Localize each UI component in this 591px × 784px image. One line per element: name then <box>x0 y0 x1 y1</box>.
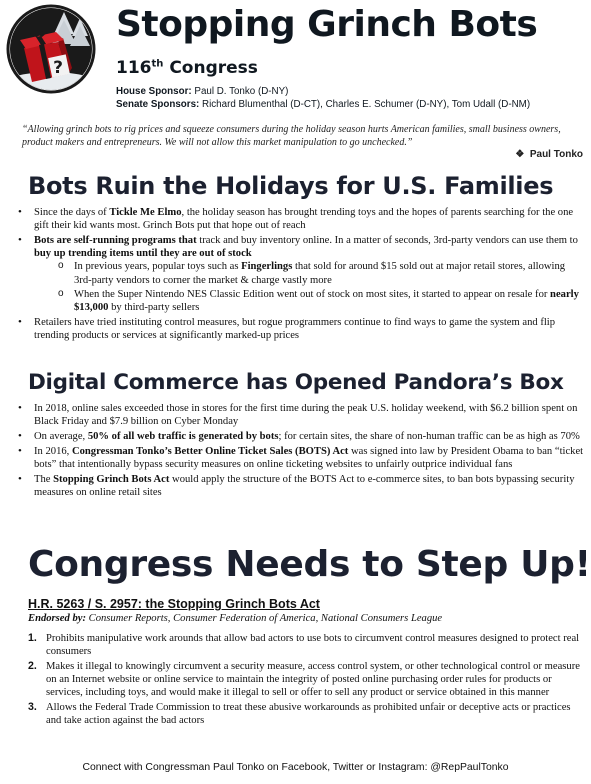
list-item: • In 2018, online sales exceeded those in stores for the first time during the peak U.S. holiday weekend, with $6.2 billion spent on Black Friday and $7.9 billion on Cyber Monday <box>16 402 584 428</box>
bill-provisions-list <box>16 632 584 729</box>
bots-bullet-list <box>16 206 584 344</box>
quote-attribution: ❖ Paul Tonko <box>515 149 583 160</box>
tonko-quote: “Allowing grinch bots to rig prices and squeeze consumers during the holiday season hurts American families, small business owners, product makers and entrepreneurs. We will not allow this market manipulation to go unchecked.” <box>22 124 561 148</box>
list-item: • Retailers have tried instituting control measures, but rogue programmers continue to find ways to game the system and flip trending products or services at significantly marked-up prices <box>16 316 584 342</box>
section-heading-digital: Digital Commerce has Opened Pandora’s Box <box>28 370 564 395</box>
sub-bullet-list <box>34 260 584 314</box>
sub-list-item: o When the Super Nintendo NES Classic Edition went out of stock on most sites, it started to appear on resale for nearly $13,000 by third-party sellers <box>34 288 584 314</box>
question-mark-glyph: ? <box>53 58 63 78</box>
list-item: • Bots are self-running programs that track and buy inventory online. In a matter of seconds, 3rd-party vendors can use them to buy up trending items until they are out of stock o In previous years, popular toys such as Fingerlings that sold for around $15 sold out at major retail stores, allowing 3rd-party vendors to corner the market & charge vastly more o When the Super Nintendo NES Classic Edition went out of stock on most sites, it started to appear on resale for nearly $13,000 by third-party sellers <box>16 234 584 315</box>
list-item: • In 2016, Congressman Tonko’s Better Online Ticket Sales (BOTS) Act was signed into law by President Obama to ban “ticket bots” that intentionally bypass security measures on online ticketing websites to unfairly outprice individual fans <box>16 445 584 471</box>
numbered-item: 2. Makes it illegal to knowingly circumvent a security measure, access control system, or other technological control or measure on an Internet website or online service to maintain the integrity of posted online purchasing order rules for products or services, including toys, and would make it illegal to sell or offer to sell any product or service obtained in this manner <box>28 659 580 699</box>
list-item: • Since the days of Tickle Me Elmo, the holiday season has brought trending toys and the hopes of parents searching for the one gift their kid wants most. Grinch Bots put that hope out of reach <box>16 206 584 232</box>
bill-title: H.R. 5263 / S. 2957: the Stopping Grinch Bots Act <box>28 597 320 611</box>
page-title: Stopping Grinch Bots <box>116 4 538 45</box>
list-item: • The Stopping Grinch Bots Act would apply the structure of the BOTS Act to e-commerce sites, to ban bots bypassing security measures on online retail sites <box>16 473 584 499</box>
sub-list-item: o In previous years, popular toys such as Fingerlings that sold for around $15 sold out at major retail stores, allowing 3rd-party vendors to corner the market & charge vastly more <box>34 260 584 286</box>
footer-social-line: Connect with Congressman Paul Tonko on Facebook, Twitter or Instagram: @RepPaulTonko <box>82 762 509 773</box>
list-item: • On average, 50% of all web traffic is generated by bots; for certain sites, the share of non-human traffic can be as high as 70% <box>16 430 584 443</box>
house-sponsor: House Sponsor: Paul D. Tonko (D-NY) <box>116 86 289 97</box>
senate-sponsors: Senate Sponsors: Richard Blumenthal (D-CT), Charles E. Schumer (D-NY), Tom Udall (D-NM) <box>116 99 531 110</box>
endorsements: Endorsed by: Consumer Reports, Consumer Federation of America, National Consumers League <box>28 613 443 624</box>
section-heading-congress: Congress Needs to Step Up! <box>28 544 591 585</box>
digital-bullet-list <box>16 402 584 500</box>
diamond-bullet-icon: ❖ <box>515 149 525 160</box>
section-heading-bots: Bots Ruin the Holidays for U.S. Families <box>28 172 554 200</box>
congress-label: 116th Congress <box>116 58 258 78</box>
numbered-item: 1. Prohibits manipulative work arounds that allow bad actors to use bots to circumvent control measures designed to protect real consumers <box>28 632 580 658</box>
numbered-item: 3. Allows the Federal Trade Commission to treat these abusive workarounds as prohibited unfair or deceptive acts or practices and take action against the bad actors <box>28 701 571 727</box>
grinch-gift-logo <box>6 4 96 94</box>
